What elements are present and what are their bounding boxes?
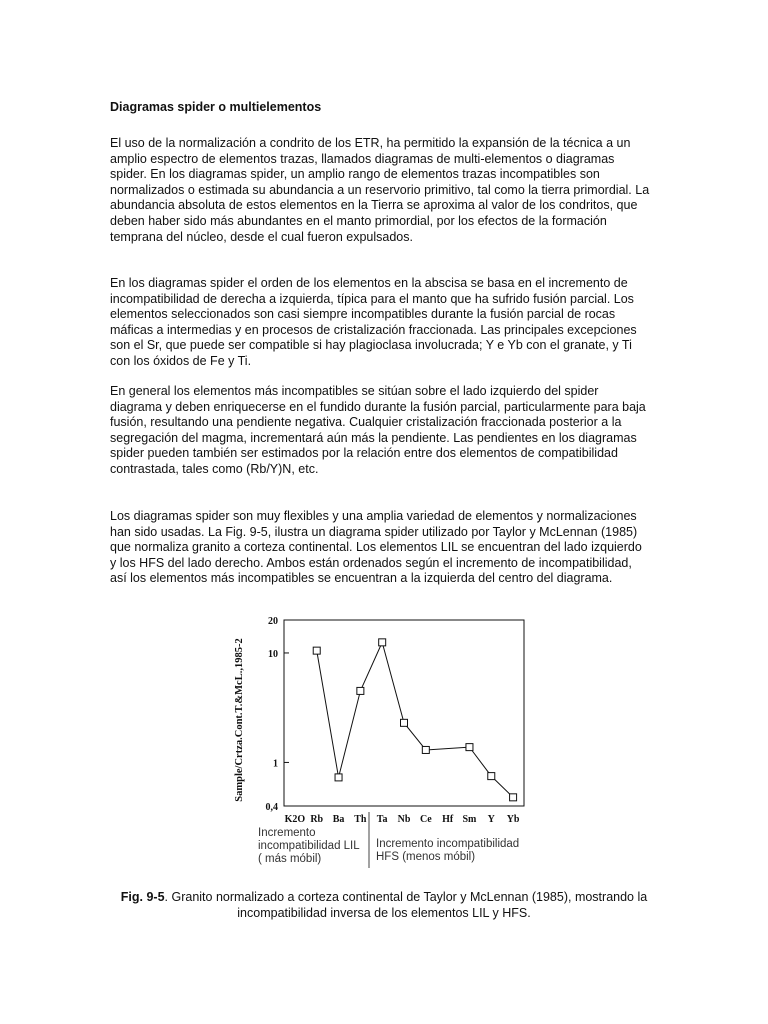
y-tick-label: 10 bbox=[268, 648, 278, 660]
data-point-marker bbox=[401, 719, 408, 726]
series-line bbox=[317, 642, 513, 797]
x-tick-label: K2O bbox=[284, 814, 306, 825]
section-heading: Diagramas spider o multielementos bbox=[110, 100, 322, 114]
series-line-group bbox=[317, 642, 513, 797]
figure-caption bbox=[100, 890, 668, 921]
hfs-annotation: Incremento incompatibilidad HFS (menos móbil) bbox=[376, 838, 520, 863]
x-tick-label: Nb bbox=[397, 814, 411, 825]
x-tick-label: Ba bbox=[332, 814, 345, 825]
caption-label: Fig. 9-5 bbox=[120, 890, 165, 904]
x-tick-labels bbox=[285, 814, 520, 825]
paragraph-2: En los diagramas spider el orden de los elementos en la abscisa se basa en el incremento de incompatibilidad de derecha a izquierda, típica para el manto que ha sufrido fusión parcial. Los elementos seleccionados son casi siempre incompatibles durante la fusión parcial de rocas máficas a intermedias y en procesos de cristalización fraccionada. Las principales excepciones son el Sr, que puede ser compatible si hay plagioclasa involucrada; Y e Yb con el granate, y Ti con los óxidos de Fe y Ti. bbox=[110, 276, 637, 368]
data-point-marker bbox=[466, 744, 473, 751]
data-point-marker bbox=[313, 647, 320, 654]
x-tick-label: Sm bbox=[462, 814, 477, 825]
spider-diagram-figure bbox=[228, 612, 538, 872]
y-axis-label: Sample/Crtza.Cont.T.&McL.,1985-2 bbox=[234, 638, 245, 802]
x-tick-label: Th bbox=[354, 814, 367, 825]
spider-diagram-chart bbox=[228, 612, 538, 872]
x-tick-label: Ce bbox=[419, 814, 432, 825]
paragraph-1: El uso de la normalización a condrito de los ETR, ha permitido la expansión de la técnica a un amplio espectro de elementos trazas, llamados diagramas de multi-elementos o diagramas spider. En los diagramas spider, un amplio rango de elementos trazas incompatibles son normalizados o estimada su abundancia a un reservorio primitivo, tal como la tierra primordial. La abundancia absoluta de estos elementos en la Tierra se aproxima al valor de los condritos, que deben haber sido más abundantes en el manto primordial, por los efectos de la formación temprana del núcleo, desde el cual fueron expulsados. bbox=[110, 136, 650, 244]
x-tick-label: Rb bbox=[310, 814, 324, 825]
data-point-marker bbox=[422, 746, 429, 753]
data-point-marker bbox=[335, 774, 342, 781]
y-tick-label: 20 bbox=[268, 616, 278, 627]
lil-annotation: Incremento incompatibilidad LIL ( más móbil) bbox=[258, 827, 360, 865]
data-point-marker bbox=[510, 794, 517, 801]
y-axis-label-group bbox=[234, 638, 245, 801]
caption-text: . Granito normalizado a corteza continental de Taylor y McLennan (1985), mostrando la incompatibilidad inversa de los elementos LIL y HFS. bbox=[164, 890, 648, 920]
paragraph-4: Los diagramas spider son muy flexibles y una amplia variedad de elementos y normalizaciones han sido usadas. La Fig. 9-5, ilustra un diagrama spider utilizado por Taylor y McLennan (1985) que normaliza granito a corteza continental. Los elementos LIL se encuentran del lado izquierdo y los HFS del lado derecho. Ambos están ordenados según el incremento de incompatibilidad, así los elementos más incompatibles se encuentran a la izquierda del centro del diagrama. bbox=[110, 509, 642, 586]
paragraph-3: En general los elementos más incompatibles se sitúan sobre el lado izquierdo del spider diagrama y deben enriquecerse en el fundido durante la fusión parcial, particularmente para baja fusión, resultando una pendiente negativa. Cualquier cristalización fraccionada posterior a la segregación del magma, incrementará aún más la pendiente. Las pendientes en los diagramas spider pueden también ser estimados por la relación entre dos elementos de compatibilidad contrastada, tales como (Rb/Y)N, etc. bbox=[110, 384, 646, 476]
data-point-marker bbox=[357, 687, 364, 694]
x-tick-label: Y bbox=[487, 814, 495, 825]
y-tick-label: 0,4 bbox=[265, 802, 278, 813]
x-tick-label: Ta bbox=[376, 814, 388, 825]
x-tick-label: Hf bbox=[442, 814, 454, 825]
data-markers bbox=[313, 639, 516, 801]
y-ticks bbox=[266, 616, 290, 813]
data-point-marker bbox=[379, 639, 386, 646]
data-point-marker bbox=[488, 773, 495, 780]
y-tick-label: 1 bbox=[273, 758, 278, 770]
x-tick-label: Yb bbox=[506, 814, 520, 825]
